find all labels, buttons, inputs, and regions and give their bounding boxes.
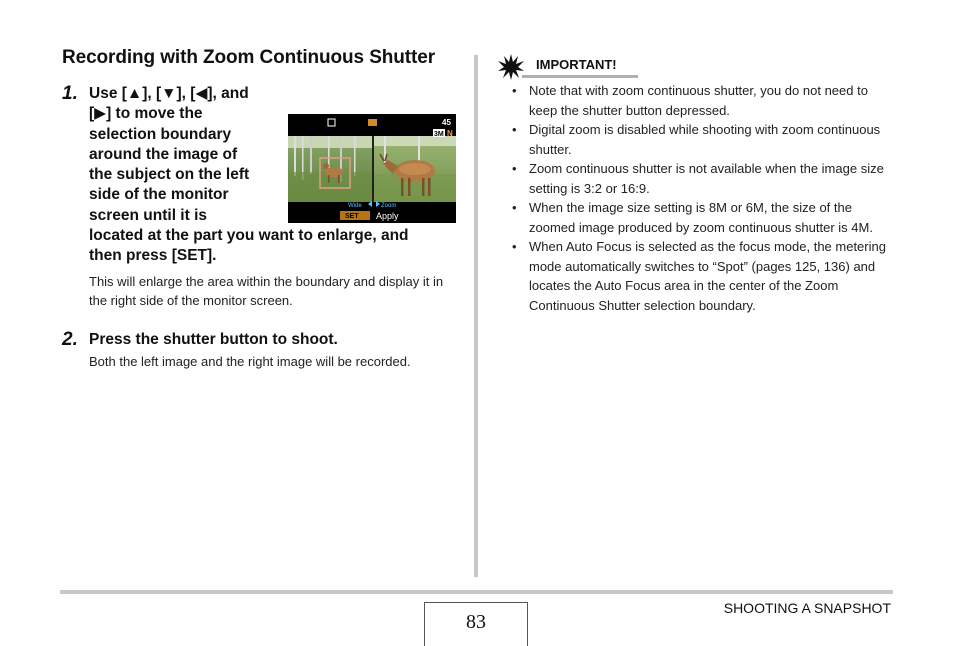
monitor-quality-label: N <box>447 129 453 138</box>
step-2-description: Both the left image and the right image will be recorded. <box>89 353 411 369</box>
list-item <box>498 159 898 198</box>
bullet-icon: • <box>512 200 517 215</box>
right-column <box>498 54 898 315</box>
step-1-line-6: side of the monitor <box>89 186 229 204</box>
bullet-icon: • <box>512 83 517 98</box>
step-1-description: This will enlarge the area within the boundary and display it in the right side of the monitor screen. <box>89 273 444 309</box>
step-1-line-8: located at the part you want to enlarge, and <box>89 227 409 245</box>
bullet-icon: • <box>512 239 517 254</box>
monitor-wide-label: Wide <box>348 203 362 209</box>
step-2-text: Press the shutter button to shoot. <box>89 330 338 348</box>
step-1-line-9: then press [SET]. <box>89 247 217 265</box>
list-item <box>498 237 898 315</box>
monitor-screen-image <box>288 114 456 223</box>
monitor-apply-label: Apply <box>376 211 399 221</box>
starburst-icon <box>498 54 524 80</box>
monitor-zoom-label: Zoom <box>381 203 397 209</box>
page-number: 83 <box>424 602 528 646</box>
step-1-line-1: Use [▲], [▼], [◀], and <box>89 85 249 102</box>
important-underline <box>522 75 638 78</box>
step-1-line-7: screen until it is <box>89 206 208 224</box>
deer-photo-illustration <box>288 114 456 223</box>
list-item <box>498 198 898 237</box>
step-2 <box>62 330 458 372</box>
note-text: When Auto Focus is selected as the focus mode, the metering mode automatically switches to “Spot” (pages 125, 136) and locates the Auto Focus area in the center of the Zoom Continuous Shutter selection boundary. <box>529 239 886 313</box>
note-text: Digital zoom is disabled while shooting with zoom continuous shutter. <box>529 122 881 157</box>
step-1-line-5: the subject on the left <box>89 166 250 184</box>
list-item <box>498 81 898 120</box>
important-label: IMPORTANT! <box>536 57 617 72</box>
bullet-icon: • <box>512 161 517 176</box>
step-1-number: 1. <box>62 83 78 104</box>
note-text: Note that with zoom continuous shutter, you do not need to keep the shutter button depressed. <box>529 83 868 118</box>
step-2-number: 2. <box>62 328 78 350</box>
monitor-shots-remaining: 45 <box>442 118 451 127</box>
important-header <box>498 54 898 78</box>
column-divider <box>474 55 478 577</box>
list-item <box>498 120 898 159</box>
page-title: Recording with Zoom Continuous Shutter <box>62 47 435 68</box>
note-text: Zoom continuous shutter is not available when the image size setting is 3:2 or 16:9. <box>529 161 884 196</box>
monitor-set-label: SET <box>345 213 359 220</box>
note-text: When the image size setting is 8M or 6M, the size of the zoomed image produced by zoom continuous shutter is 4M. <box>529 200 873 235</box>
bullet-icon: • <box>512 122 517 137</box>
step-1-line-3: selection boundary <box>89 125 232 143</box>
step-1-line-2: [▶] to move the <box>89 105 203 123</box>
step-1-line-4: around the image of <box>89 145 238 163</box>
monitor-size-label: 3M <box>434 131 444 138</box>
section-name: SHOOTING A SNAPSHOT <box>723 600 891 616</box>
important-notes-list <box>498 81 898 315</box>
footer-rule <box>60 590 893 594</box>
